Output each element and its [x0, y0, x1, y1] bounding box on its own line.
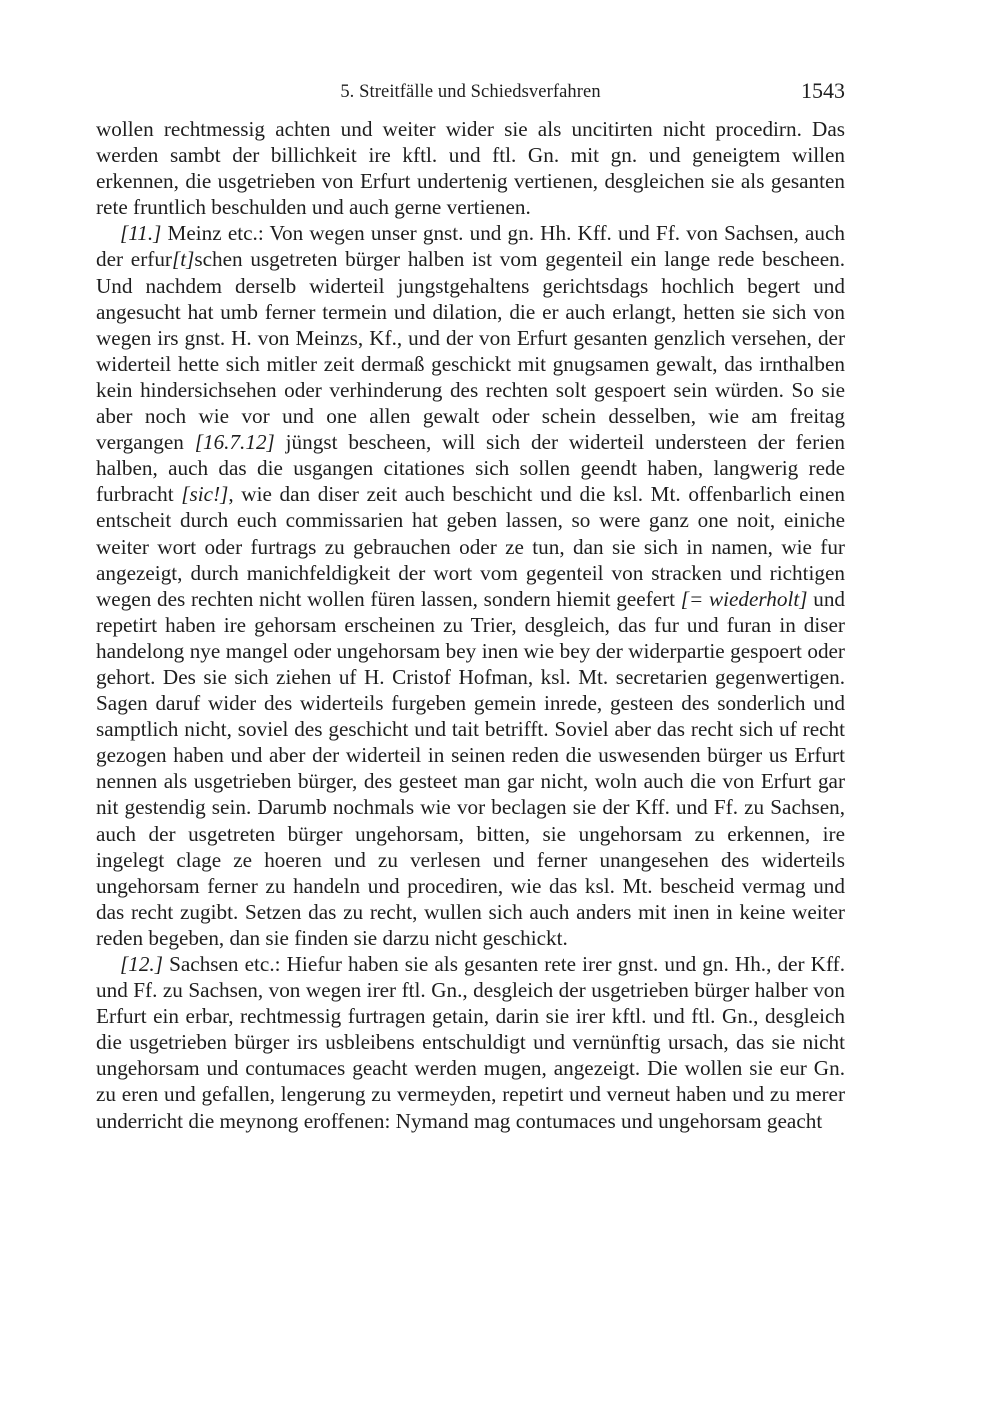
page [96, 78, 845, 1134]
gloss-annotation: [= wiederholt] [680, 586, 808, 611]
sic-annotation: [sic!] [181, 482, 229, 507]
body-text [96, 116, 845, 1134]
text-segment: schen usgetreten bürger halben ist vom gegenteil ein lange rede bescheen. Und nachdem derselb widerteil jungstgehaltens gerichtsdags hochlich begert und angesucht hat umb ferner termein und dilation, die er auch erlangt, hetten sie sich von wegen irs gnst. H. von Meinzs, Kf., und der von Erfurt gesanten genzlich versehen, der widerteil hette sich mitler zeit dermaß geschickt mit gnugsamen gewalt, das irnthalben kein hindersichsehen oder verhinderung des rechten solt gespoert sein würden. So sie aber noch wie vor und one allen gewalt oder schein desselben, wie am freitag vergangen [96, 247, 846, 455]
paragraph-12 [96, 951, 845, 1134]
page-number: 1543 [801, 78, 845, 103]
text-segment: Meinz etc.: Von wegen unser gnst. und gn. Hh. Kff. und Ff. von Sachsen, auch der erfur [96, 221, 845, 272]
running-title: 5. Streitfälle und Schiedsverfahren [340, 82, 601, 102]
text-segment: wollen rechtmessig achten und weiter wider sie als uncitirten nicht procedirn. Das werden sambt der billichkeit ire kftl. und ftl. Gn. mit gn. und geneigtem willen erkennen, die usgetrieben von Erfurt undertenig vertienen, desgleichen sie als gesanten rete fruntlich beschulden und auch gerne vertienen. [96, 117, 845, 220]
paragraph-marker: [12.] [120, 952, 163, 976]
page-header [96, 78, 845, 108]
text-segment: Sachsen etc.: Hiefur haben sie als gesanten rete irer gnst. und gn. Hh., der Kff. und Ff. zu Sachsen, von wegen irer ftl. Gn., desgleich der usgetrieben bürger halber von Erfurt ein erbar, rechtmessig furtragen getain, darin sie irer kftl. und ftl. Gn., desgleich die usgetrieben bürger irs usbleibens entschuldigt und vernünftig ursach, das sie nicht ungehorsam und contumaces geacht werden mugen, angezeigt. Die wollen sie eur Gn. zu eren und gefallen, lengerung zu vermeyden, repetirt und verneut haben und zu merer underricht die meynong eroffenen: Nymand mag contumaces und ungehorsam geacht [96, 952, 845, 1133]
paragraph-11 [96, 220, 845, 951]
paragraph-marker: [11.] [120, 221, 162, 246]
date-annotation: [16.7.12] [194, 430, 275, 455]
paragraph-1 [96, 116, 845, 220]
text-segment: jüngst bescheen, will sich der widerteil understeen der ferien halben, auch das die usgangen citationes sich sollen geendt haben, langwerig rede furbracht [96, 430, 846, 507]
text-segment: , wie dan diser zeit auch beschicht und die ksl. Mt. offenbarlich einen entscheit durch euch commissarien hat geben lassen, so were ganz one noit, einiche weiter wort oder furtrags zu gebrauchen oder ze tun, dan sie sich in namen, wie fur angezeigt, durch manichfeldigkeit der wort vom gegenteil von stracken und richtigen wegen des rechten nicht wollen füren lassen, sondern hiemit geefert [96, 482, 845, 611]
editorial-insertion: [t] [171, 247, 195, 272]
text-segment: und repetirt haben ire gehorsam erscheinen zu Trier, desgleich, das fur und furan in diser handelong nye mangel oder ungehorsam bey inen wie bey der widerpartie gespoert oder gehort. Des sie sich ziehen uf H. Cristof Hofman, ksl. Mt. secretarien gegenwertigen. Sagen daruf wider des widerteils furgeben gemein inrede, gesteen des sonderlich und samptlich nicht, soviel des geschicht und tait betrifft. Soviel aber das recht sich uf recht gezogen haben und aber der widerteil in seinen reden die uswesenden bürger us Erfurt nennen als usgetrieben bürger, des gesteet man gar nicht, woln auch die von Erfurt gar nit gestendig sein. Darumb nochmals wie vor beclagen sie der Kff. und Ff. zu Sachsen, auch der usgetreten bürger ungehorsam, bitten, sie ungehorsam zu erkennen, ire ingelegt clage ze hoeren und zu verlesen und ferner unangesehen des widerteils ungehorsam ferner zu handeln und procediren, wie das ksl. Mt. bescheid vermag und das recht zugibt. Setzen das zu recht, wullen sich auch anders mit inen in keine weiter reden begeben, dan sie finden sie darzu nicht geschickt. [96, 586, 846, 950]
